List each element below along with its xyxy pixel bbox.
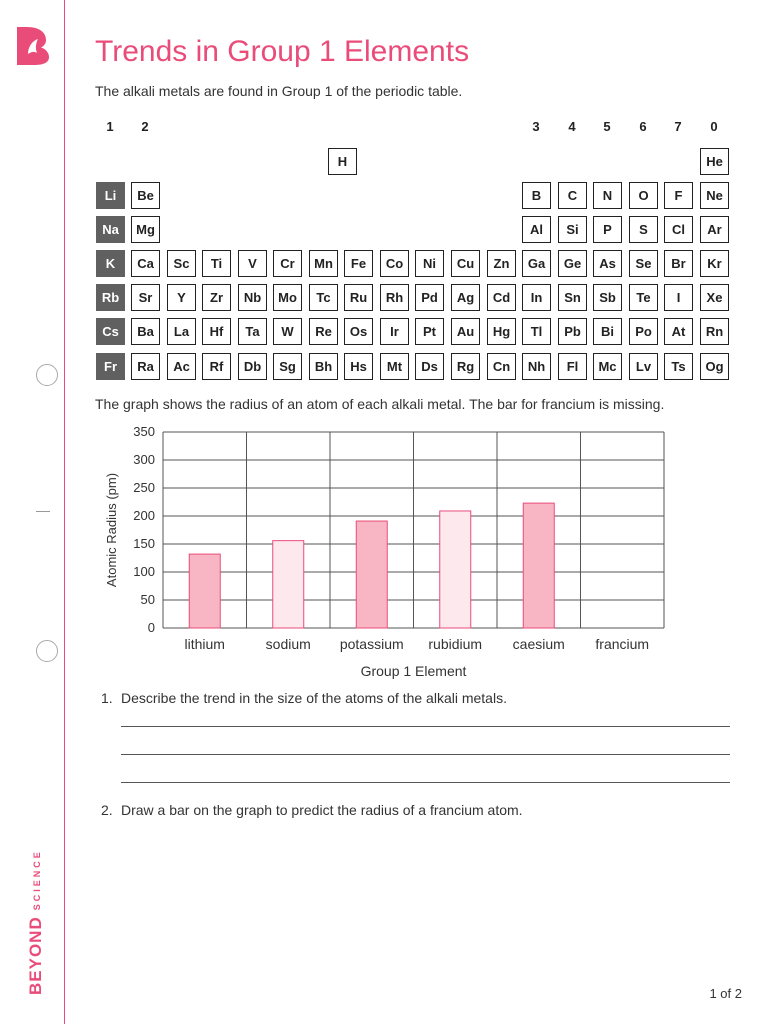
element-cell-sr: Sr <box>131 284 160 311</box>
group-number: 5 <box>603 119 611 134</box>
element-cell-os: Os <box>344 318 373 345</box>
element-cell-lv: Lv <box>629 353 658 380</box>
question-number: 1. <box>101 690 113 706</box>
element-cell-n: N <box>593 182 622 209</box>
x-tick-label: sodium <box>265 636 311 652</box>
element-cell-ag: Ag <box>451 284 480 311</box>
question-text: Draw a bar on the graph to predict the radius of a francium atom. <box>121 802 523 818</box>
element-cell-br: Br <box>664 250 693 277</box>
element-cell-nb: Nb <box>238 284 267 311</box>
element-cell-ra: Ra <box>131 353 160 380</box>
y-tick-label: 200 <box>133 508 155 523</box>
element-cell-au: Au <box>451 318 480 345</box>
element-cell-i: I <box>664 284 693 311</box>
fold-mark <box>36 511 50 512</box>
element-cell-rb: Rb <box>96 284 125 311</box>
element-cell-sb: Sb <box>593 284 622 311</box>
element-cell-kr: Kr <box>700 250 729 277</box>
bar-potassium <box>356 521 387 628</box>
element-cell-te: Te <box>629 284 658 311</box>
element-cell-mc: Mc <box>593 353 622 380</box>
y-tick-label: 100 <box>133 564 155 579</box>
answer-line[interactable] <box>121 726 730 727</box>
element-cell-ac: Ac <box>167 353 196 380</box>
element-cell-hg: Hg <box>487 318 516 345</box>
x-tick-label: rubidium <box>428 636 483 652</box>
element-cell-li: Li <box>96 182 125 209</box>
element-cell-db: Db <box>238 353 267 380</box>
element-cell-tl: Tl <box>522 318 551 345</box>
element-cell-he: He <box>700 148 729 175</box>
element-cell-f: F <box>664 182 693 209</box>
x-tick-label: lithium <box>184 636 225 652</box>
element-cell-be: Be <box>131 182 160 209</box>
bar-caesium <box>523 503 554 628</box>
y-tick-label: 150 <box>133 536 155 551</box>
brand-tag: SCIENCE <box>31 849 42 911</box>
element-cell-ge: Ge <box>558 250 587 277</box>
question-text: Describe the trend in the size of the atoms of the alkali metals. <box>121 690 507 706</box>
element-cell-ca: Ca <box>131 250 160 277</box>
element-cell-ds: Ds <box>415 353 444 380</box>
element-cell-rn: Rn <box>700 318 729 345</box>
element-cell-cn: Cn <box>487 353 516 380</box>
element-cell-b: B <box>522 182 551 209</box>
element-cell-sc: Sc <box>167 250 196 277</box>
element-cell-fl: Fl <box>558 353 587 380</box>
element-cell-c: C <box>558 182 587 209</box>
element-cell-cs: Cs <box>96 318 125 345</box>
element-cell-mo: Mo <box>273 284 302 311</box>
answer-line[interactable] <box>121 782 730 783</box>
y-tick-label: 250 <box>133 480 155 495</box>
element-cell-og: Og <box>700 353 729 380</box>
element-cell-s: S <box>629 216 658 243</box>
element-cell-cd: Cd <box>487 284 516 311</box>
element-cell-w: W <box>273 318 302 345</box>
element-cell-re: Re <box>309 318 338 345</box>
element-cell-p: P <box>593 216 622 243</box>
question-1 <box>101 690 507 706</box>
element-cell-at: At <box>664 318 693 345</box>
question-number: 2. <box>101 802 113 818</box>
x-axis-label: Group 1 Element <box>360 663 467 679</box>
element-cell-zn: Zn <box>487 250 516 277</box>
element-cell-v: V <box>238 250 267 277</box>
group-number: 1 <box>106 119 114 134</box>
brand-wordmark <box>26 849 46 995</box>
element-cell-rf: Rf <box>202 353 231 380</box>
page-title: Trends in Group 1 Elements <box>95 35 470 68</box>
question-2 <box>101 802 523 818</box>
binder-hole <box>36 640 58 662</box>
element-cell-ba: Ba <box>131 318 160 345</box>
element-cell-cu: Cu <box>451 250 480 277</box>
element-cell-sg: Sg <box>273 353 302 380</box>
element-cell-pt: Pt <box>415 318 444 345</box>
x-tick-label: potassium <box>339 636 404 652</box>
element-cell-ru: Ru <box>344 284 373 311</box>
element-cell-nh: Nh <box>522 353 551 380</box>
group-number: 2 <box>141 119 149 134</box>
intro-text: The alkali metals are found in Group 1 of the periodic table. <box>95 83 463 99</box>
group-number: 0 <box>710 119 718 134</box>
element-cell-ne: Ne <box>700 182 729 209</box>
y-tick-label: 50 <box>140 592 155 607</box>
brand-name: BEYOND <box>26 916 45 995</box>
element-cell-xe: Xe <box>700 284 729 311</box>
bar-sodium <box>273 541 304 628</box>
element-cell-cr: Cr <box>273 250 302 277</box>
element-cell-zr: Zr <box>202 284 231 311</box>
group-number: 6 <box>639 119 647 134</box>
element-cell-ga: Ga <box>522 250 551 277</box>
element-cell-la: La <box>167 318 196 345</box>
element-cell-se: Se <box>629 250 658 277</box>
element-cell-ta: Ta <box>238 318 267 345</box>
bar-rubidium <box>440 511 471 628</box>
group-number: 3 <box>532 119 540 134</box>
element-cell-po: Po <box>629 318 658 345</box>
graph-caption: The graph shows the radius of an atom of each alkali metal. The bar for francium is missing. <box>95 396 665 412</box>
element-cell-ts: Ts <box>664 353 693 380</box>
element-cell-hf: Hf <box>202 318 231 345</box>
margin-line <box>64 0 65 1024</box>
element-cell-ti: Ti <box>202 250 231 277</box>
element-cell-bh: Bh <box>309 353 338 380</box>
element-cell-na: Na <box>96 216 125 243</box>
element-cell-tc: Tc <box>309 284 338 311</box>
binder-hole <box>36 364 58 386</box>
element-cell-o: O <box>629 182 658 209</box>
element-cell-h: H <box>328 148 357 175</box>
element-cell-as: As <box>593 250 622 277</box>
element-cell-fr: Fr <box>96 353 125 380</box>
element-cell-bi: Bi <box>593 318 622 345</box>
element-cell-pb: Pb <box>558 318 587 345</box>
element-cell-ir: Ir <box>380 318 409 345</box>
element-cell-k: K <box>96 250 125 277</box>
y-tick-label: 300 <box>133 452 155 467</box>
y-axis-label: Atomic Radius (pm) <box>104 472 119 588</box>
y-tick-label: 0 <box>147 620 155 635</box>
bar-lithium <box>189 554 220 628</box>
x-tick-label: caesium <box>512 636 565 652</box>
element-cell-cl: Cl <box>664 216 693 243</box>
group-number: 4 <box>568 119 576 134</box>
x-tick-label: francium <box>595 636 650 652</box>
element-cell-hs: Hs <box>344 353 373 380</box>
page-number: 1 of 2 <box>709 986 742 1001</box>
element-cell-ni: Ni <box>415 250 444 277</box>
element-cell-mg: Mg <box>131 216 160 243</box>
element-cell-pd: Pd <box>415 284 444 311</box>
beyond-logo-icon <box>14 24 52 66</box>
element-cell-mt: Mt <box>380 353 409 380</box>
element-cell-mn: Mn <box>309 250 338 277</box>
element-cell-fe: Fe <box>344 250 373 277</box>
y-tick-label: 350 <box>133 424 155 439</box>
answer-line[interactable] <box>121 754 730 755</box>
element-cell-si: Si <box>558 216 587 243</box>
element-cell-y: Y <box>167 284 196 311</box>
element-cell-rh: Rh <box>380 284 409 311</box>
element-cell-in: In <box>522 284 551 311</box>
element-cell-sn: Sn <box>558 284 587 311</box>
group-number: 7 <box>674 119 682 134</box>
atomic-radius-chart <box>90 420 690 682</box>
element-cell-rg: Rg <box>451 353 480 380</box>
element-cell-co: Co <box>380 250 409 277</box>
element-cell-ar: Ar <box>700 216 729 243</box>
element-cell-al: Al <box>522 216 551 243</box>
